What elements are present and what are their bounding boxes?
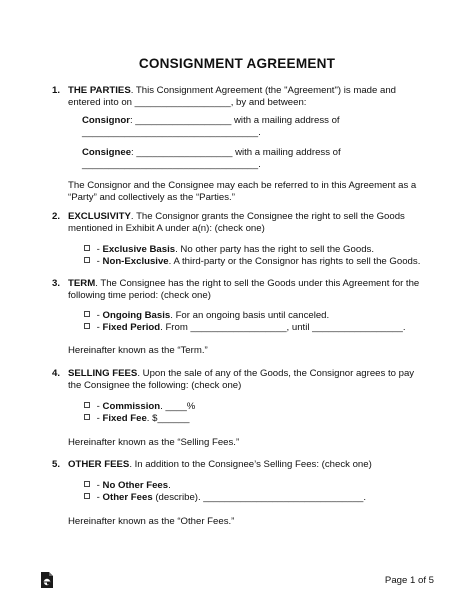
no-other-fees-text: . xyxy=(168,480,171,491)
section-3-text-1: . The Consignee has the right to sell the Goods under this Agreement for the xyxy=(95,278,420,289)
section-2-text-1: . The Consignor grants the Consignee the right to sell the Goods xyxy=(130,211,405,222)
exclusive-basis-option xyxy=(84,244,374,256)
section-1-number: 1. xyxy=(52,85,61,96)
fixed-period-label: Fixed Period xyxy=(102,322,161,333)
other-fees-hereinafter: Hereinafter known as the “Other Fees.” xyxy=(68,516,235,527)
eforms-logo-icon xyxy=(40,571,54,589)
no-other-fees-label: No Other Fees xyxy=(102,480,169,491)
other-fees-label: Other Fees xyxy=(102,492,153,503)
section-3-text-2: following time period: (check one) xyxy=(68,290,211,301)
non-exclusive-text: . A third-party or the Consignor has rights to sell the Goods. xyxy=(168,256,421,267)
section-4-number: 4. xyxy=(52,368,61,379)
selling-fees-hereinafter: Hereinafter known as the “Selling Fees.” xyxy=(68,437,240,448)
dash: - xyxy=(94,256,103,267)
term-hereinafter: Hereinafter known as the “Term.” xyxy=(68,345,208,356)
commission-checkbox[interactable] xyxy=(84,402,90,408)
fixed-fee-label: Fixed Fee xyxy=(102,413,147,424)
section-1-heading: THE PARTIES xyxy=(68,85,131,96)
consignee-text: : __________________ with a mailing address of xyxy=(131,147,341,158)
document-title: CONSIGNMENT AGREEMENT xyxy=(138,56,336,71)
consignee-label: Consignee xyxy=(82,147,132,158)
consignee-address-blank: _________________________________. xyxy=(82,159,261,170)
section-5-text-1: . In addition to the Consignee’s Selling Fees: (check one) xyxy=(129,459,372,470)
section-3-heading: TERM xyxy=(68,278,96,289)
other-fees-option xyxy=(84,492,366,504)
ongoing-basis-option xyxy=(84,310,329,322)
consignor-address-blank: _________________________________. xyxy=(82,127,261,138)
fixed-period-option xyxy=(84,322,406,334)
ongoing-basis-checkbox[interactable] xyxy=(84,311,90,317)
exclusive-basis-label: Exclusive Basis xyxy=(102,244,176,255)
commission-label: Commission xyxy=(102,401,161,412)
dash: - xyxy=(94,310,103,321)
section-4-heading: SELLING FEES xyxy=(68,368,138,379)
exclusive-basis-checkbox[interactable] xyxy=(84,245,90,251)
section-4-text-1: . Upon the sale of any of the Goods, the Consignor agrees to pay xyxy=(137,368,415,379)
ongoing-basis-text: . For an ongoing basis until canceled. xyxy=(170,310,330,321)
dash: - xyxy=(94,401,103,412)
dash: - xyxy=(94,492,103,503)
section-5-line-1 xyxy=(68,459,372,471)
other-fees-text: (describe). ______________________________. xyxy=(152,492,367,503)
section-4-text-2: the Consignee the following: (check one) xyxy=(68,380,242,391)
non-exclusive-label: Non-Exclusive xyxy=(102,256,169,267)
consignor-text: : __________________ with a mailing address of xyxy=(129,115,340,126)
ongoing-basis-label: Ongoing Basis xyxy=(102,310,171,321)
page-number: Page 1 of 5 xyxy=(384,575,434,586)
exclusive-basis-text: . No other party has the right to sell the Goods. xyxy=(175,244,374,255)
consignor-label: Consignor xyxy=(82,115,130,126)
fixed-period-text: . From __________________, until _________________. xyxy=(160,322,406,333)
consignor-line xyxy=(82,115,340,127)
section-5-heading: OTHER FEES xyxy=(68,459,130,470)
dash: - xyxy=(94,480,103,491)
dash: - xyxy=(94,413,103,424)
section-2-line-1 xyxy=(68,211,405,223)
section-2-text-2: mentioned in Exhibit A under a(n): (check one) xyxy=(68,223,265,234)
fixed-fee-option xyxy=(84,413,189,425)
section-1-text-1: . This Consignment Agreement (the "Agreement") is made and xyxy=(130,85,397,96)
consignee-line xyxy=(82,147,341,159)
parties-text-2: “Party” and collectively as the “Parties.” xyxy=(68,192,235,203)
commission-option xyxy=(84,401,195,413)
section-3-number: 3. xyxy=(52,278,61,289)
commission-text: . ____% xyxy=(160,401,196,412)
section-2-number: 2. xyxy=(52,211,61,222)
section-5-number: 5. xyxy=(52,459,61,470)
dash: - xyxy=(94,244,103,255)
fixed-fee-checkbox[interactable] xyxy=(84,414,90,420)
dash: - xyxy=(94,322,103,333)
section-2-heading: EXCLUSIVITY xyxy=(68,211,131,222)
other-fees-checkbox[interactable] xyxy=(84,493,90,499)
parties-text-1: The Consignor and the Consignee may each be referred to in this Agreement as a xyxy=(68,180,417,191)
fixed-period-checkbox[interactable] xyxy=(84,323,90,329)
section-1-line-1 xyxy=(68,85,396,97)
non-exclusive-option xyxy=(84,256,420,268)
section-3-line-1 xyxy=(68,278,419,290)
section-4-line-1 xyxy=(68,368,414,380)
non-exclusive-checkbox[interactable] xyxy=(84,257,90,263)
no-other-fees-checkbox[interactable] xyxy=(84,481,90,487)
fixed-fee-text: . $______ xyxy=(146,413,190,424)
no-other-fees-option xyxy=(84,480,171,492)
section-1-text-2: entered into on __________________, by and between: xyxy=(68,97,307,108)
